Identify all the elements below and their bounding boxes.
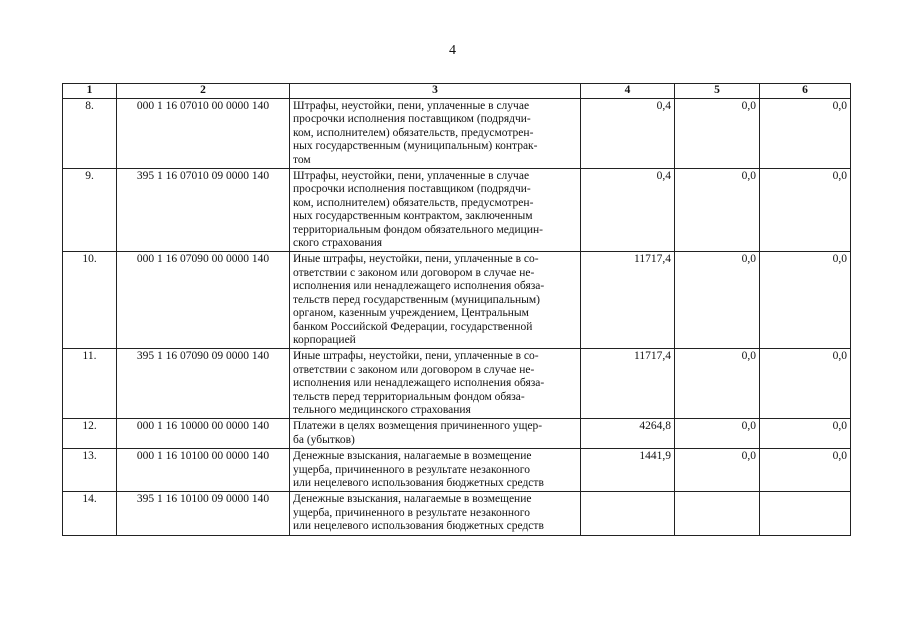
description-line: Иные штрафы, неустойки, пени, уплаченные в со- — [293, 253, 539, 266]
column-header-2: 2 — [117, 84, 290, 99]
budget-code: 000 1 16 07010 00 0000 140 — [117, 99, 290, 169]
description-line: тельного медицинского страхования — [293, 403, 471, 416]
column-header-3: 3 — [290, 84, 581, 99]
table-row — [63, 349, 851, 419]
budget-code: 395 1 16 07010 09 0000 140 — [117, 169, 290, 252]
value-col-6: 0,0 — [760, 419, 851, 449]
description-line: ба (убытков) — [293, 433, 355, 446]
row-number: 11. — [63, 349, 117, 419]
description-line: ущерба, причиненного в результате незаконного — [293, 506, 530, 519]
budget-table — [62, 83, 851, 536]
description-line: исполнения или ненадлежащего исполнения обяза- — [293, 377, 545, 390]
row-number: 9. — [63, 169, 117, 252]
value-col-5: 0,0 — [675, 99, 760, 169]
description-line: тельств перед государственным (муниципальным) — [293, 293, 540, 306]
column-header-1: 1 — [63, 84, 117, 99]
value-col-4: 1441,9 — [581, 449, 675, 492]
value-col-5: 0,0 — [675, 252, 760, 349]
row-description — [290, 492, 581, 535]
row-description — [290, 169, 581, 252]
value-col-5: 0,0 — [675, 419, 760, 449]
description-line: Денежные взыскания, налагаемые в возмещение — [293, 493, 532, 506]
description-line: ответствии с законом или договором в случае не- — [293, 266, 535, 279]
description-line: или нецелевого использования бюджетных средств — [293, 476, 544, 489]
value-col-4 — [581, 492, 675, 535]
description-line: территориальным фондом обязательного медицин- — [293, 223, 543, 236]
description-line: ком, исполнителем) обязательств, предусмотрен- — [293, 126, 534, 139]
value-col-4: 11717,4 — [581, 349, 675, 419]
value-col-6: 0,0 — [760, 169, 851, 252]
row-number: 10. — [63, 252, 117, 349]
value-col-5: 0,0 — [675, 449, 760, 492]
description-line: ского страхования — [293, 237, 383, 250]
budget-code: 000 1 16 10100 00 0000 140 — [117, 449, 290, 492]
table-row — [63, 99, 851, 169]
description-line: Платежи в целях возмещения причиненного ущер- — [293, 420, 543, 433]
value-col-4: 0,4 — [581, 99, 675, 169]
row-number: 8. — [63, 99, 117, 169]
budget-code: 395 1 16 07090 09 0000 140 — [117, 349, 290, 419]
description-line: органом, казенным учреждением, Центральным — [293, 307, 529, 320]
table-body — [63, 99, 851, 536]
description-line: Денежные взыскания, налагаемые в возмещение — [293, 450, 532, 463]
value-col-5: 0,0 — [675, 349, 760, 419]
column-header-6: 6 — [760, 84, 851, 99]
table-row — [63, 169, 851, 252]
row-number: 13. — [63, 449, 117, 492]
table-row — [63, 419, 851, 449]
value-col-6: 0,0 — [760, 99, 851, 169]
column-header-4: 4 — [581, 84, 675, 99]
value-col-4: 4264,8 — [581, 419, 675, 449]
description-line: ных государственным (муниципальным) контрак- — [293, 140, 538, 153]
value-col-5 — [675, 492, 760, 535]
description-line: просрочки исполнения поставщиком (подрядчи- — [293, 183, 531, 196]
row-description — [290, 449, 581, 492]
row-number: 12. — [63, 419, 117, 449]
value-col-6 — [760, 492, 851, 535]
row-description — [290, 349, 581, 419]
description-line: ком, исполнителем) обязательств, предусмотрен- — [293, 196, 534, 209]
value-col-6: 0,0 — [760, 349, 851, 419]
description-line: Иные штрафы, неустойки, пени, уплаченные в со- — [293, 350, 539, 363]
description-line: Штрафы, неустойки, пени, уплаченные в случае — [293, 170, 530, 183]
budget-code: 000 1 16 07090 00 0000 140 — [117, 252, 290, 349]
value-col-6: 0,0 — [760, 252, 851, 349]
table-row — [63, 252, 851, 349]
table-row — [63, 449, 851, 492]
description-line: банком Российской Федерации, государственной — [293, 320, 533, 333]
budget-code: 000 1 16 10000 00 0000 140 — [117, 419, 290, 449]
description-line: ных государственным контрактом, заключенным — [293, 210, 533, 223]
description-line: или нецелевого использования бюджетных средств — [293, 520, 544, 533]
page-number: 4 — [449, 43, 456, 58]
value-col-5: 0,0 — [675, 169, 760, 252]
table-row — [63, 492, 851, 535]
description-line: просрочки исполнения поставщиком (подрядчи- — [293, 113, 531, 126]
description-line: Штрафы, неустойки, пени, уплаченные в случае — [293, 100, 530, 112]
description-line: тельств перед территориальным фондом обяза- — [293, 390, 525, 403]
description-line: ущерба, причиненного в результате незаконного — [293, 463, 530, 476]
row-description — [290, 252, 581, 349]
row-number: 14. — [63, 492, 117, 535]
description-line: ответствии с законом или договором в случае не- — [293, 363, 535, 376]
value-col-4: 11717,4 — [581, 252, 675, 349]
header-row — [63, 84, 851, 99]
budget-code: 395 1 16 10100 09 0000 140 — [117, 492, 290, 535]
description-line: корпорацией — [293, 333, 356, 346]
column-header-5: 5 — [675, 84, 760, 99]
row-description — [290, 419, 581, 449]
description-line: том — [293, 153, 311, 166]
value-col-4: 0,4 — [581, 169, 675, 252]
description-line: исполнения или ненадлежащего исполнения обяза- — [293, 280, 545, 293]
value-col-6: 0,0 — [760, 449, 851, 492]
row-description — [290, 99, 581, 169]
